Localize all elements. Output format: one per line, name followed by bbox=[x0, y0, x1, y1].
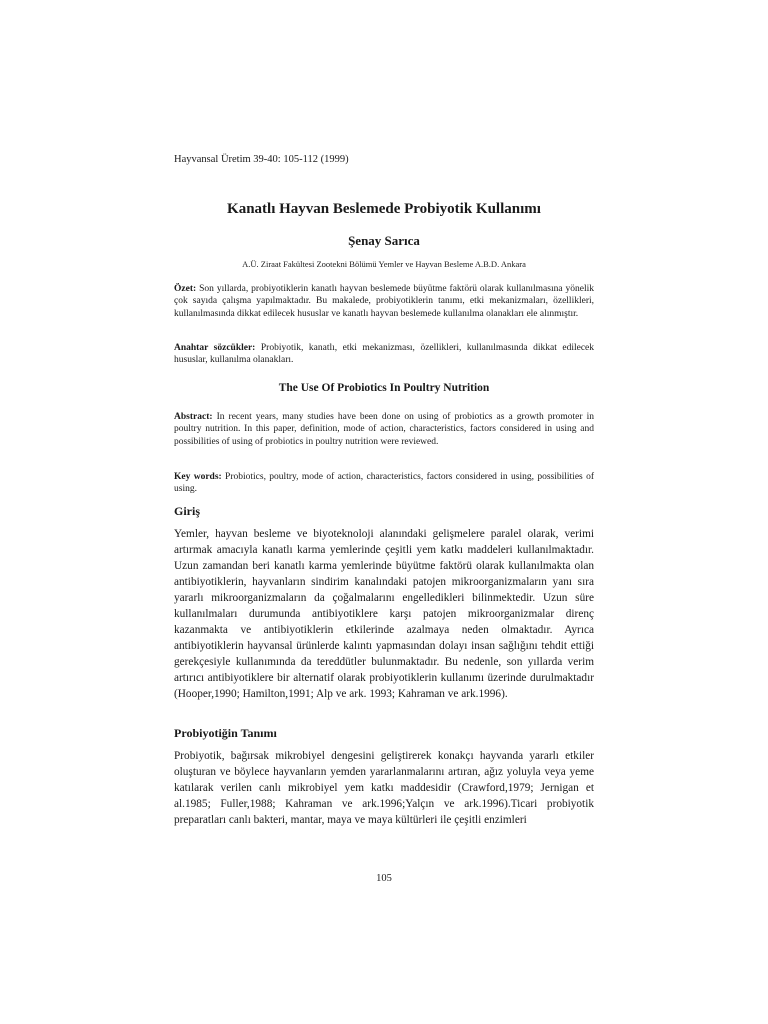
keywords-text: Probiotics, poultry, mode of action, characteristics, factors considered in using, possibilities of using. bbox=[174, 472, 595, 495]
anahtar-text: Probiyotik, kanatlı, etki mekanizması, özellikleri, kullanılmasında dikkat edilecek hususlar, kullanılma olanakları. bbox=[174, 343, 595, 366]
abstract-label: Abstract: bbox=[174, 412, 213, 422]
english-title: The Use Of Probiotics In Poultry Nutrition bbox=[278, 382, 490, 394]
section-text-giris: Yemler, hayvan besleme ve biyoteknoloji alanındaki gelişmelere paralel olarak, verimi artırmak amacıyla kanatlı karma yemlerinde çeşitli yem katkı maddeleri kullanılmaktadır. Uzun zamandan beri kanatlı karma yemlerinde büyütme faktörü olarak kullanılmakta olan antibiyotiklerin, hayvanların sindirim kanalındaki patojen mikroorganizmaların yanı sıra yararlı mikroorganizmaların da çoğalmalarını engelledikleri bilinmektedir. Uzun süre kullanılmaları durumunda antibiyotiklere karşı patojen mikroorganizmalar direnç kazanmakta ve antibiyotiklerin etkilerinde azalmaya neden olmaktadır. Ayrıca antibiyotiklerin hayvansal ürünlerde kalıntı yapmasından dolayı insan sağlığını tehdit ettiği gerekçesiyle kullanımında da tereddütler bulunmaktadır. Bu nedenle, son yıllarda verim artırıcı antibiyotiklere bir alternatif olarak probiyotiklerin kullanımı üzerinde durulmaktadır (Hooper,1990; Hamilton,1991; Alp ve ark. 1993; Kahraman ve ark.1996). bbox=[174, 528, 594, 700]
author-affiliation: A.Ü. Ziraat Fakültesi Zootekni Bölümü Yemler ve Hayvan Besleme A.B.D. Ankara bbox=[242, 259, 526, 269]
paper-title: Kanatlı Hayvan Beslemede Probiyotik Kullanımı bbox=[227, 201, 541, 217]
abstract-text: In recent years, many studies have been done on using of probiotics as a growth promoter in poultry nutrition. In this paper, definition, mode of action, characteristics, factors considered in using and possibilities of using of probiotics in poultry nutrition were reviewed. bbox=[174, 412, 595, 447]
journal-reference: Hayvansal Üretim 39-40: 105-112 (1999) bbox=[174, 154, 349, 165]
turkish-keywords bbox=[174, 342, 594, 367]
section-text-tanim: Probiyotik, bağırsak mikrobiyel dengesini geliştirerek konakçı hayvanda yararlı etkiler oluşturan ve böylece hayvanların yemden yararlanmalarını artıran, ağız yoluyla veya yeme katılarak verilen canlı mikrobiyel yem katkı maddesidir (Crawford,1979; Jernigan et al.1985; Fuller,1988; Kahraman ve ark.1996;Yalçın ve ark.1996).Ticari probiyotik preparatları canlı bakteri, mantar, maya ve maya kültürleri ile çeşitli enzimleri bbox=[174, 750, 594, 826]
anahtar-label: Anahtar sözcükler: bbox=[174, 343, 256, 353]
ozet-text: Son yıllarda, probiyotiklerin kanatlı hayvan beslemede büyütme faktörü olarak kullanılmasına yönelik çok sayıda çalışma yapılmaktadır. Bu makalede, probiyotiklerin tanımı, etki mekanizmaları, özellikleri, kullanılmasında dikkat edilecek hususlar ve kanatlı hayvan beslemede kullanılma olanakları ele alınmıştır. bbox=[174, 284, 594, 319]
english-abstract bbox=[174, 411, 594, 448]
ozet-label: Özet: bbox=[174, 284, 197, 294]
author-name: Şenay Sarıca bbox=[348, 233, 420, 248]
section-heading-giris: Giriş bbox=[174, 504, 200, 518]
turkish-abstract bbox=[174, 283, 594, 320]
keywords-label: Key words: bbox=[174, 472, 222, 482]
section-heading-tanim: Probiyotiğin Tanımı bbox=[174, 726, 277, 740]
paper-page bbox=[174, 0, 594, 1024]
english-keywords bbox=[174, 471, 594, 496]
page-number: 105 bbox=[376, 873, 392, 884]
